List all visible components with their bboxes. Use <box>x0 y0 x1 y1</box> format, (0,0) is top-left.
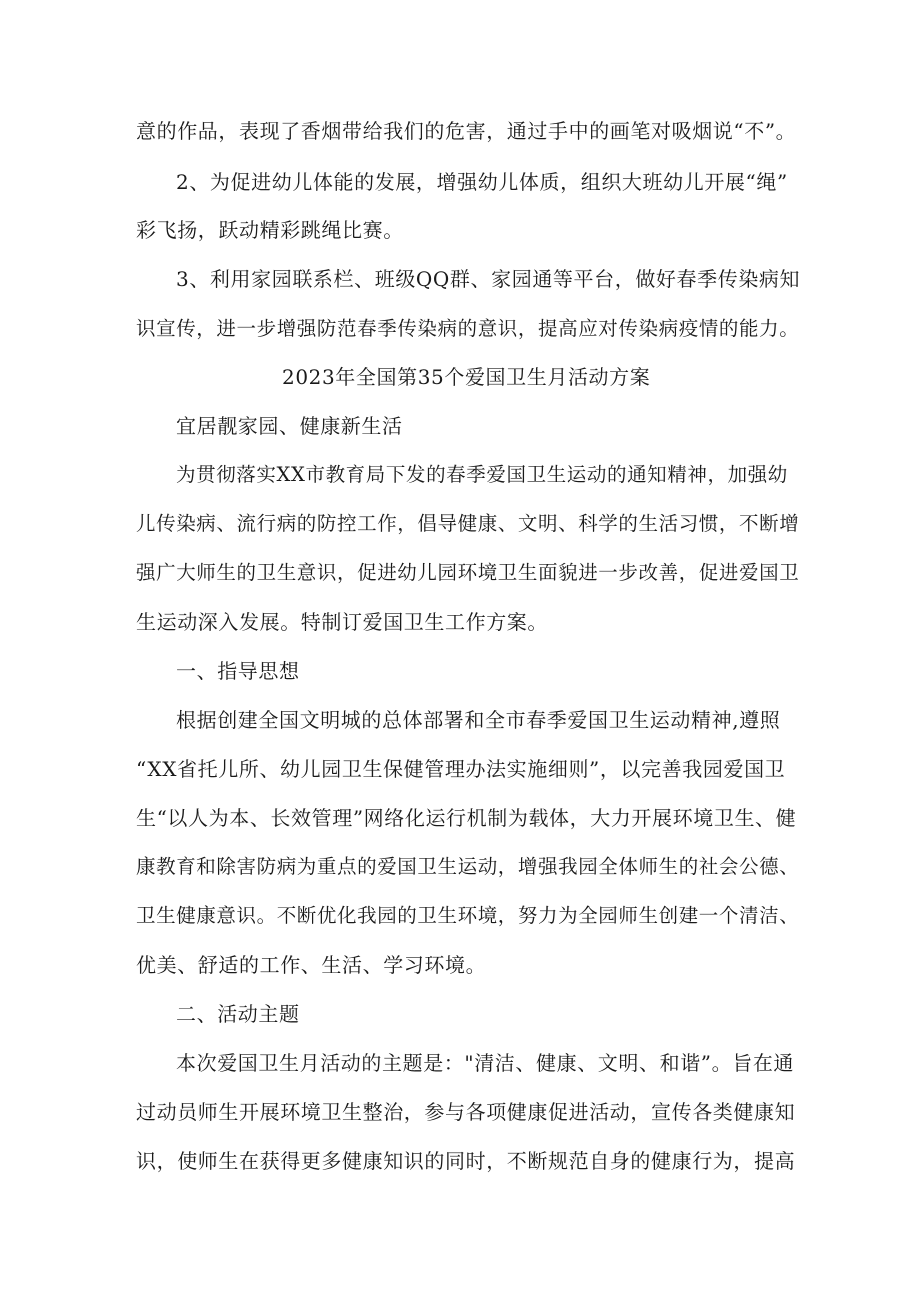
paragraph-line: 彩飞扬，跃动精彩跳绳比赛。 <box>136 218 404 242</box>
paragraph-line: 生“以人为本、长效管理”网络化运行机制为载体，大力开展环境卫生、健 <box>136 806 797 830</box>
paragraph-line: 儿传染病、流行病的防控工作，倡导健康、文明、科学的生活习惯，不断增 <box>136 512 800 535</box>
paragraph-line: 识，使师生在获得更多健康知识的同时，不断规范自身的健康行为，提高 <box>136 1149 796 1173</box>
paragraph-line: 本次爱国卫生月活动的主题是："清洁、健康、文明、和谐”。旨在通 <box>176 1051 795 1075</box>
paragraph-line: 强广大师生的卫生意识，促进幼儿园环境卫生面貌进一步改善，促进爱国卫 <box>136 561 800 584</box>
document-title: 2023年全国第35个爱国卫生月活动方案 <box>282 365 651 389</box>
list-item-3: 3、利用家园联系栏、班级QQ群、家园通等平台，做好春季传染病知 <box>176 267 801 291</box>
paragraph-line: 识宣传，进一步增强防范春季传染病的意识，提高应对传染病疫情的能力。 <box>136 317 800 340</box>
section-heading-guiding-ideology: 一、指导思想 <box>176 659 300 683</box>
paragraph-line: 生运动深入发展。特制订爱国卫生工作方案。 <box>136 610 548 634</box>
paragraph-line: 卫生健康意识。不断优化我园的卫生环境，努力为全园师生创建一个清洁、 <box>136 904 800 927</box>
subtitle: 宜居靓家园、健康新生活 <box>176 414 403 438</box>
paragraph-line: 过动员师生开展环境卫生整治，参与各项健康促进活动，宣传各类健康知 <box>136 1100 796 1124</box>
paragraph-line: 为贯彻落实XX市教育局下发的春季爱国卫生运动的通知精神，加强幼 <box>176 463 788 486</box>
list-item-2: 2、为促进幼儿体能的发展，增强幼儿体质，组织大班幼儿开展“绳” <box>176 170 788 194</box>
paragraph-line: 意的作品，表现了香烟带给我们的危害，通过手中的画笔对吸烟说“不”。 <box>136 119 797 143</box>
paragraph-line: 优美、舒适的工作、生活、学习环境。 <box>136 953 487 977</box>
paragraph-line: “XX省托儿所、幼儿园卫生保健管理办法实施细则”，以完善我园爱国卫 <box>136 757 786 781</box>
paragraph-line: 康教育和除害防病为重点的爱国卫生运动，增强我园全体师生的社会公德、 <box>136 855 800 878</box>
section-heading-activity-theme: 二、活动主题 <box>176 1002 300 1026</box>
paragraph-line: 根据创建全国文明城的总体部署和全市春季爱国卫生运动精神,遵照 <box>176 708 781 732</box>
